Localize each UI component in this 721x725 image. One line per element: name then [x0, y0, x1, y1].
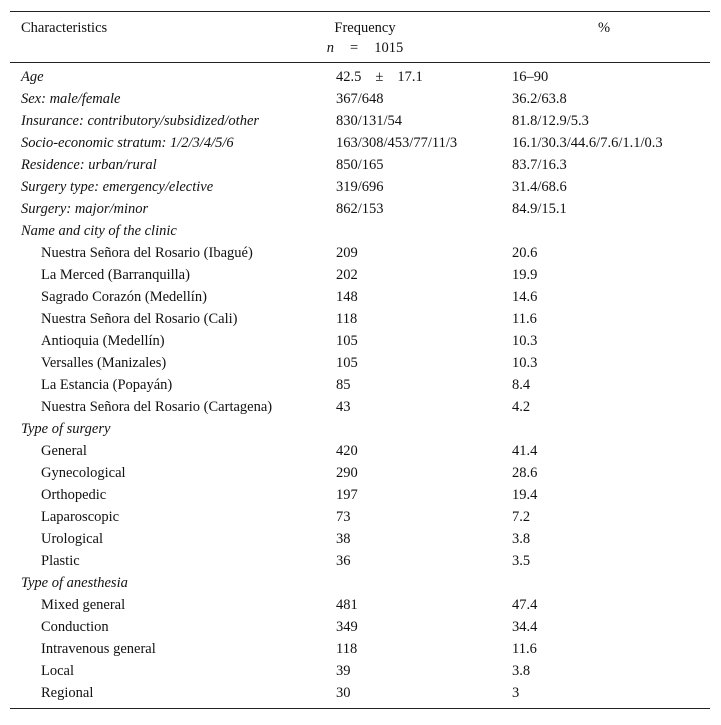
- row-label: La Estancia (Popayán): [41, 377, 173, 393]
- table-row: [10, 198, 710, 220]
- row-percent: 31.4/68.6: [512, 179, 567, 195]
- row-label: Type of anesthesia: [21, 575, 128, 591]
- row-frequency: 85: [336, 377, 351, 393]
- table-row: [10, 528, 710, 550]
- row-label: Gynecological: [41, 465, 126, 481]
- row-percent: 16–90: [512, 69, 549, 85]
- row-label: Nuestra Señora del Rosario (Cartagena): [41, 399, 273, 415]
- header-n-variable: n: [326, 40, 335, 56]
- row-frequency: 38: [336, 531, 351, 547]
- row-label: Name and city of the clinic: [21, 223, 177, 239]
- header-frequency: Frequency: [334, 20, 396, 36]
- table-row: [10, 88, 710, 110]
- row-frequency: 830/131/54: [336, 113, 403, 129]
- row-percent: 28.6: [512, 465, 538, 481]
- row-frequency: 850/165: [336, 157, 384, 173]
- row-frequency-plusminus: ±: [375, 69, 384, 85]
- table-row: [10, 242, 710, 264]
- table-row: [10, 132, 710, 154]
- table-row: [10, 66, 710, 88]
- row-label: Plastic: [41, 553, 80, 569]
- row-percent: 3.8: [512, 531, 531, 547]
- row-label: Conduction: [41, 619, 109, 635]
- table-row: [10, 638, 710, 660]
- row-percent: 19.9: [512, 267, 538, 283]
- table-row: [10, 110, 710, 132]
- row-frequency: 349: [336, 619, 358, 635]
- row-percent: 11.6: [512, 311, 537, 327]
- table-row: [10, 308, 710, 330]
- row-percent: 34.4: [512, 619, 538, 635]
- table-row: [10, 220, 710, 242]
- row-percent: 36.2/63.8: [512, 91, 567, 107]
- row-frequency: 36: [336, 553, 351, 569]
- row-percent: 84.9/15.1: [512, 201, 567, 217]
- row-percent: 16.1/30.3/44.6/7.6/1.1/0.3: [512, 135, 663, 151]
- row-label: La Merced (Barranquilla): [41, 267, 190, 283]
- table-row: [10, 440, 710, 462]
- table-row: [10, 154, 710, 176]
- row-percent: 4.2: [512, 399, 531, 415]
- row-frequency: 481: [336, 597, 358, 613]
- row-percent: 10.3: [512, 355, 538, 371]
- row-frequency: [336, 66, 423, 88]
- table-bottom-rule: [10, 708, 710, 709]
- header-characteristics: Characteristics: [21, 20, 108, 36]
- row-frequency: 118: [336, 641, 358, 657]
- row-label: Surgery: major/minor: [21, 201, 149, 217]
- table-row: [10, 506, 710, 528]
- row-frequency-sd: 17.1: [397, 69, 423, 85]
- row-frequency: 163/308/453/77/11/3: [336, 135, 458, 151]
- table-row: [10, 484, 710, 506]
- table-header: [10, 12, 710, 62]
- table-row: [10, 572, 710, 594]
- row-label: Residence: urban/rural: [21, 157, 157, 173]
- row-frequency: 862/153: [336, 201, 384, 217]
- row-label: Urological: [41, 531, 104, 547]
- characteristics-table: [10, 11, 710, 709]
- row-frequency: 73: [336, 509, 351, 525]
- row-label: Sex: male/female: [21, 91, 121, 107]
- row-label: Sagrado Corazón (Medellín): [41, 289, 207, 305]
- row-percent: 10.3: [512, 333, 538, 349]
- table-row: [10, 616, 710, 638]
- table-row: [10, 286, 710, 308]
- row-percent: 19.4: [512, 487, 538, 503]
- row-percent: 14.6: [512, 289, 538, 305]
- row-label: Local: [41, 663, 75, 679]
- row-frequency: 209: [336, 245, 358, 261]
- row-percent: 81.8/12.9/5.3: [512, 113, 589, 129]
- row-label: Nuestra Señora del Rosario (Ibagué): [41, 245, 253, 261]
- row-label: Age: [21, 69, 44, 85]
- table-row: [10, 660, 710, 682]
- row-percent: 3.5: [512, 553, 531, 569]
- row-percent: 8.4: [512, 377, 531, 393]
- row-percent: 11.6: [512, 641, 537, 657]
- header-sample-size: [327, 40, 403, 57]
- row-frequency-mean: 42.5: [336, 69, 362, 85]
- table-row: [10, 462, 710, 484]
- table-row: [10, 396, 710, 418]
- row-percent: 3: [512, 685, 520, 701]
- row-frequency: 197: [336, 487, 358, 503]
- row-frequency: 39: [336, 663, 351, 679]
- row-frequency: 118: [336, 311, 358, 327]
- table-row: [10, 330, 710, 352]
- header-n-value: 1015: [374, 40, 404, 56]
- header-n-equals: =: [350, 40, 359, 56]
- row-label: Mixed general: [41, 597, 126, 613]
- row-label: General: [41, 443, 87, 459]
- row-percent: 3.8: [512, 663, 531, 679]
- row-label: Antioquia (Medellín): [41, 333, 165, 349]
- row-label: Surgery type: emergency/elective: [21, 179, 214, 195]
- row-percent: 20.6: [512, 245, 538, 261]
- row-label: Nuestra Señora del Rosario (Cali): [41, 311, 238, 327]
- row-frequency: 290: [336, 465, 358, 481]
- row-label: Laparoscopic: [41, 509, 120, 525]
- row-percent: 7.2: [512, 509, 531, 525]
- row-frequency: 148: [336, 289, 358, 305]
- row-percent: 83.7/16.3: [512, 157, 567, 173]
- row-frequency: 367/648: [336, 91, 384, 107]
- table-row: [10, 682, 710, 704]
- row-frequency: 30: [336, 685, 351, 701]
- row-label: Type of surgery: [21, 421, 111, 437]
- table-row: [10, 374, 710, 396]
- header-percent: %: [598, 20, 611, 36]
- table-row: [10, 176, 710, 198]
- row-frequency: 105: [336, 355, 358, 371]
- row-label: Insurance: contributory/subsidized/other: [21, 113, 260, 129]
- table-row: [10, 352, 710, 374]
- row-label: Intravenous general: [41, 641, 156, 657]
- row-label: Regional: [41, 685, 94, 701]
- table-row: [10, 550, 710, 572]
- row-percent: 47.4: [512, 597, 538, 613]
- table-row: [10, 594, 710, 616]
- table-row: [10, 418, 710, 440]
- row-frequency: 319/696: [336, 179, 384, 195]
- row-frequency: 202: [336, 267, 358, 283]
- table-body: [10, 63, 710, 708]
- row-percent: 41.4: [512, 443, 538, 459]
- row-label: Versalles (Manizales): [41, 355, 167, 371]
- row-frequency: 420: [336, 443, 358, 459]
- table-row: [10, 264, 710, 286]
- row-label: Socio-economic stratum: 1/2/3/4/5/6: [21, 135, 234, 151]
- row-label: Orthopedic: [41, 487, 107, 503]
- row-frequency: 43: [336, 399, 351, 415]
- row-frequency: 105: [336, 333, 358, 349]
